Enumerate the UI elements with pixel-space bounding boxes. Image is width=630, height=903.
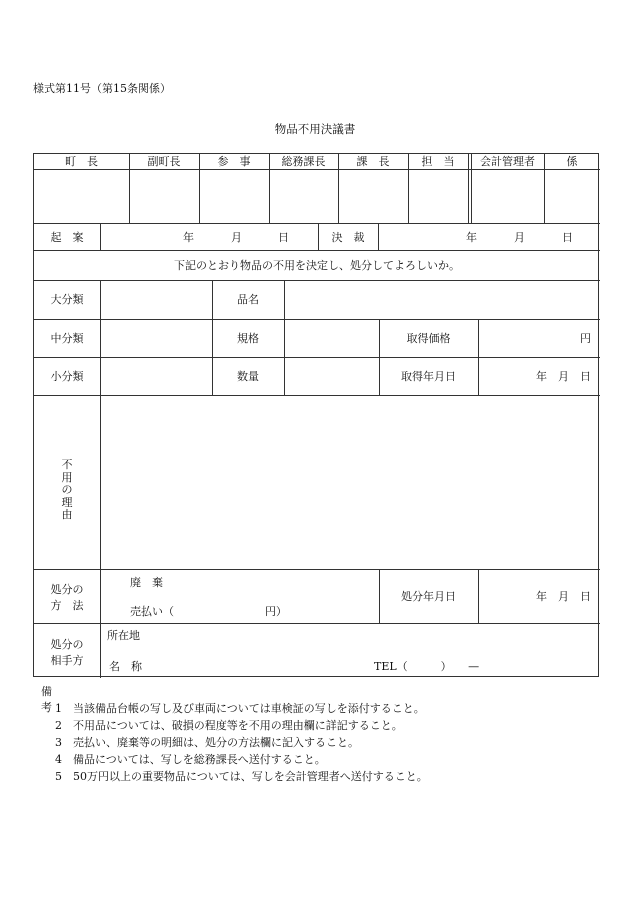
chubunrui-field[interactable]: [101, 320, 212, 357]
approval-header-tanto: 担 当: [421, 155, 455, 168]
kian-label: 起 案: [50, 231, 84, 244]
notes-heading: 備考: [41, 685, 52, 714]
col-divider: [100, 569, 101, 623]
approval-header-chocho: 町 長: [65, 155, 98, 168]
shutoku-date-ymd: 年 月 日: [536, 370, 591, 383]
col-divider: [378, 223, 379, 250]
note-item: [55, 751, 326, 767]
stamp-cell-fukuchocho[interactable]: [130, 170, 199, 223]
counterparty-label-1: 処分の: [50, 638, 84, 651]
uriharai-option[interactable]: 売払い（: [130, 605, 174, 618]
col-divider: [468, 154, 469, 223]
hinmei-label: 品名: [237, 293, 259, 306]
col-divider: [100, 623, 101, 678]
note-number: 3: [55, 736, 62, 749]
disposal-date-ymd: 年 月 日: [536, 590, 591, 603]
approval-header-sanji: 参 事: [217, 155, 251, 168]
note-number: 5: [55, 770, 62, 783]
col-divider: [379, 319, 380, 395]
note-text: 備品については、写しを総務課長へ送付すること。: [73, 753, 326, 766]
disposal-method-label-2: 方 法: [50, 599, 84, 612]
shobunrui-field[interactable]: [101, 358, 212, 395]
note-text: 50万円以上の重要物品については、写しを会計管理者へ送付すること。: [73, 770, 428, 783]
col-divider: [100, 223, 101, 250]
note-text: 売払い、廃棄等の明細は、処分の方法欄に記入すること。: [73, 736, 359, 749]
location-label: 所在地: [107, 629, 140, 642]
haiki-option[interactable]: 廃 棄: [130, 576, 163, 589]
kessai-label: 決 裁: [331, 231, 365, 244]
kikaku-field[interactable]: [285, 320, 379, 357]
kian-month: 月: [231, 231, 242, 244]
counterparty-label-2: 相手方: [50, 654, 84, 667]
approval-header-somukacho: 総務課長: [281, 155, 326, 168]
shutoku-date-label: 取得年月日: [401, 370, 456, 383]
kian-day: 日: [278, 231, 289, 244]
note-number: 1: [55, 702, 62, 715]
reason-label: 不用の理由: [61, 458, 73, 521]
hinmei-field[interactable]: [285, 281, 599, 319]
document-title: 物品不用決議書: [274, 122, 356, 136]
approval-header-kacho: 課 長: [356, 155, 390, 168]
stamp-cell-tanto[interactable]: [409, 170, 468, 223]
suryo-label: 数量: [237, 370, 259, 383]
note-item: [55, 768, 428, 784]
kessai-day: 日: [562, 231, 573, 244]
kian-year: 年: [183, 231, 194, 244]
approval-header-fukuchocho: 副町長: [147, 155, 181, 168]
disposal-method-label-1: 処分の: [50, 583, 84, 596]
shutoku-kakaku-field[interactable]: [479, 320, 579, 357]
row-divider: [34, 223, 600, 224]
note-number: 2: [55, 719, 62, 732]
stamp-cell-chocho[interactable]: [35, 170, 129, 223]
stamp-cell-kacho[interactable]: [339, 170, 408, 223]
uriharai-yen: 円）: [265, 605, 287, 618]
approval-header-kaikei: 会計管理者: [480, 155, 535, 168]
stamp-cell-kaikei[interactable]: [472, 170, 544, 223]
note-item: [55, 700, 425, 716]
approval-header-kakari: 係: [566, 155, 578, 168]
shobunrui-label: 小分類: [50, 370, 84, 383]
stamp-cell-sanji[interactable]: [200, 170, 269, 223]
kikaku-label: 規格: [237, 332, 259, 345]
shutoku-kakaku-label: 取得価格: [406, 332, 451, 345]
kessai-year: 年: [466, 231, 477, 244]
note-text: 不用品については、破損の程度等を不用の理由欄に詳記すること。: [73, 719, 403, 732]
form-number: 様式第11号（第15条関係）: [33, 82, 171, 95]
stamp-cell-kakari[interactable]: [545, 170, 599, 223]
row-divider: [34, 569, 600, 570]
col-divider: [478, 569, 479, 623]
kakaku-yen-unit: 円: [580, 332, 591, 345]
daibunrui-label: 大分類: [50, 293, 84, 306]
suryo-field[interactable]: [285, 358, 379, 395]
note-item: [55, 734, 359, 750]
row-divider: [34, 623, 600, 624]
name-label: 名 称: [109, 660, 142, 673]
disposal-date-label: 処分年月日: [401, 590, 456, 603]
daibunrui-field[interactable]: [101, 281, 212, 319]
note-text: 当該備品台帳の写し及び車両については車検証の写しを添付すること。: [73, 702, 425, 715]
tel-label: TEL（ ） —: [374, 660, 480, 673]
chubunrui-label: 中分類: [50, 332, 84, 345]
disposal-form-table: [33, 153, 599, 677]
row-divider: [34, 250, 600, 251]
note-item: [55, 717, 403, 733]
note-number: 4: [55, 753, 62, 766]
stamp-cell-somukacho[interactable]: [270, 170, 338, 223]
reason-field[interactable]: [101, 396, 599, 569]
decision-statement: 下記のとおり物品の不用を決定し、処分してよろしいか。: [174, 259, 460, 272]
kessai-month: 月: [514, 231, 525, 244]
